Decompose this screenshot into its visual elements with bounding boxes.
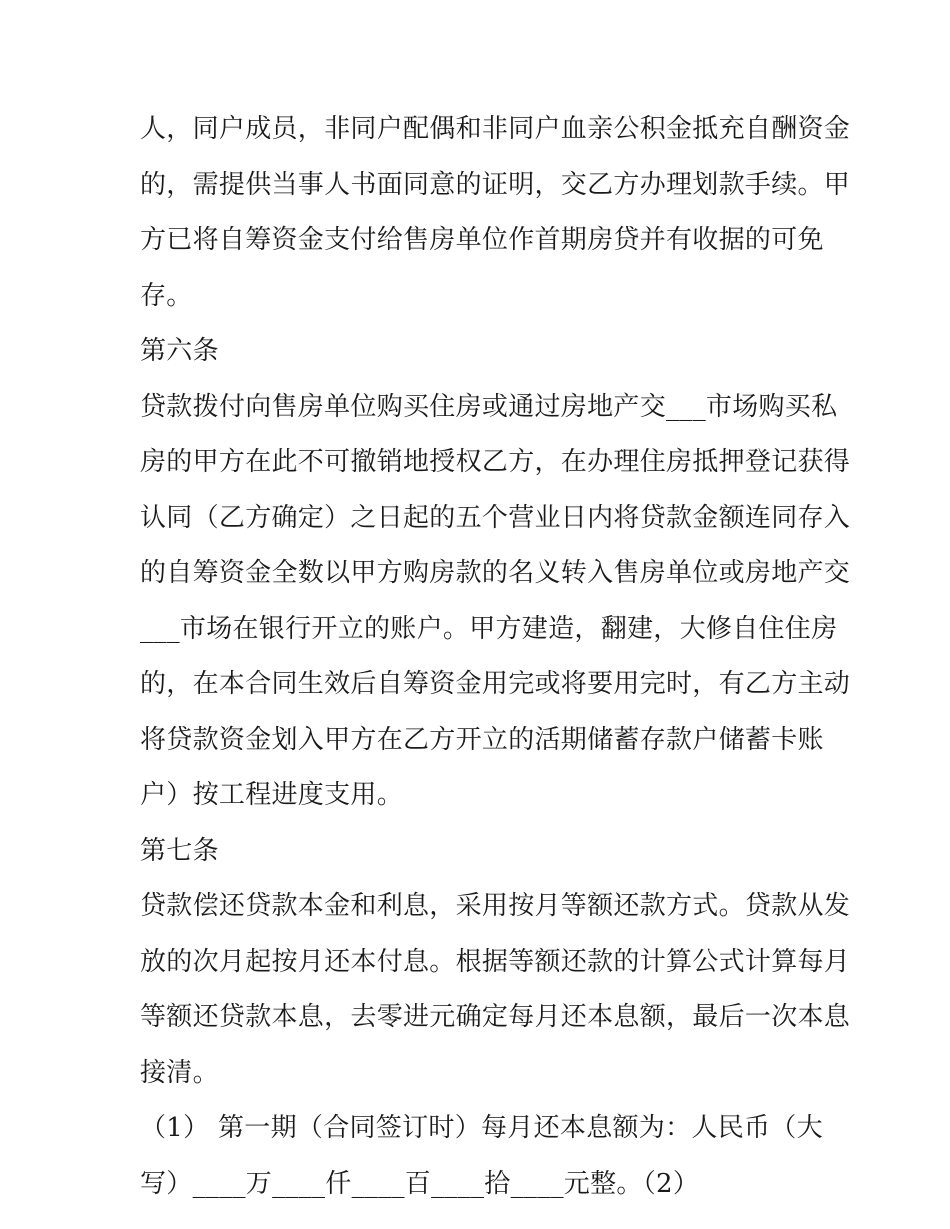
article-heading-6: 第六条 (140, 336, 219, 366)
paragraph-line: 户）按工程进度支用。 (140, 780, 404, 810)
paragraph-line: 写）____万____仟____百____拾____元整。（2） (140, 1168, 700, 1199)
paragraph-line: 存。 (140, 280, 193, 311)
paragraph-line: 接清。 (140, 1057, 219, 1088)
paragraph-line: 放的次月起按月还本付息。根据等额还款的计算公式计算每月 (140, 946, 851, 977)
paragraph-line: 贷款偿还贷款本金和利息，采用按月等额还款方式。贷款从发 (140, 891, 851, 921)
paragraph-line: 将贷款资金划入甲方在乙方开立的活期储蓄存款户储蓄卡账 (140, 724, 824, 755)
paragraph-line: 的，需提供当事人书面同意的证明，交乙方办理划款手续。甲 (140, 169, 851, 200)
paragraph-line: 等额还贷款本息，去零进元确定每月还本息额，最后一次本息 (140, 1002, 851, 1032)
paragraph-line: 的自筹资金全数以甲方购房款的名义转入售房单位或房地产交 (140, 558, 851, 588)
paragraph-line: 认同（乙方确定）之日起的五个营业日内将贷款金额连同存入 (140, 502, 851, 533)
paragraph-line: ___市场在银行开立的账户。甲方建造，翻建，大修自住住房 (140, 613, 838, 644)
article-heading-7: 第七条 (140, 835, 219, 866)
paragraph-line: 贷款拨付向售房单位购买住房或通过房地产交___市场购买私 (140, 391, 838, 422)
paragraph-line: （1） 第一期（合同签订时）每月还本息额为：人民币（大 (140, 1113, 823, 1143)
paragraph-line: 的，在本合同生效后自筹资金用完或将要用完时，有乙方主动 (140, 669, 851, 699)
document-page (140, 102, 851, 1212)
paragraph-line: 房的甲方在此不可撤销地授权乙方，在办理住房抵押登记获得 (140, 447, 851, 477)
paragraph-line: 人，同户成员，非同户配偶和非同户血亲公积金抵充自酬资金 (140, 114, 851, 144)
paragraph-line: 方已将自筹资金支付给售房单位作首期房贷并有收据的可免 (140, 225, 824, 255)
